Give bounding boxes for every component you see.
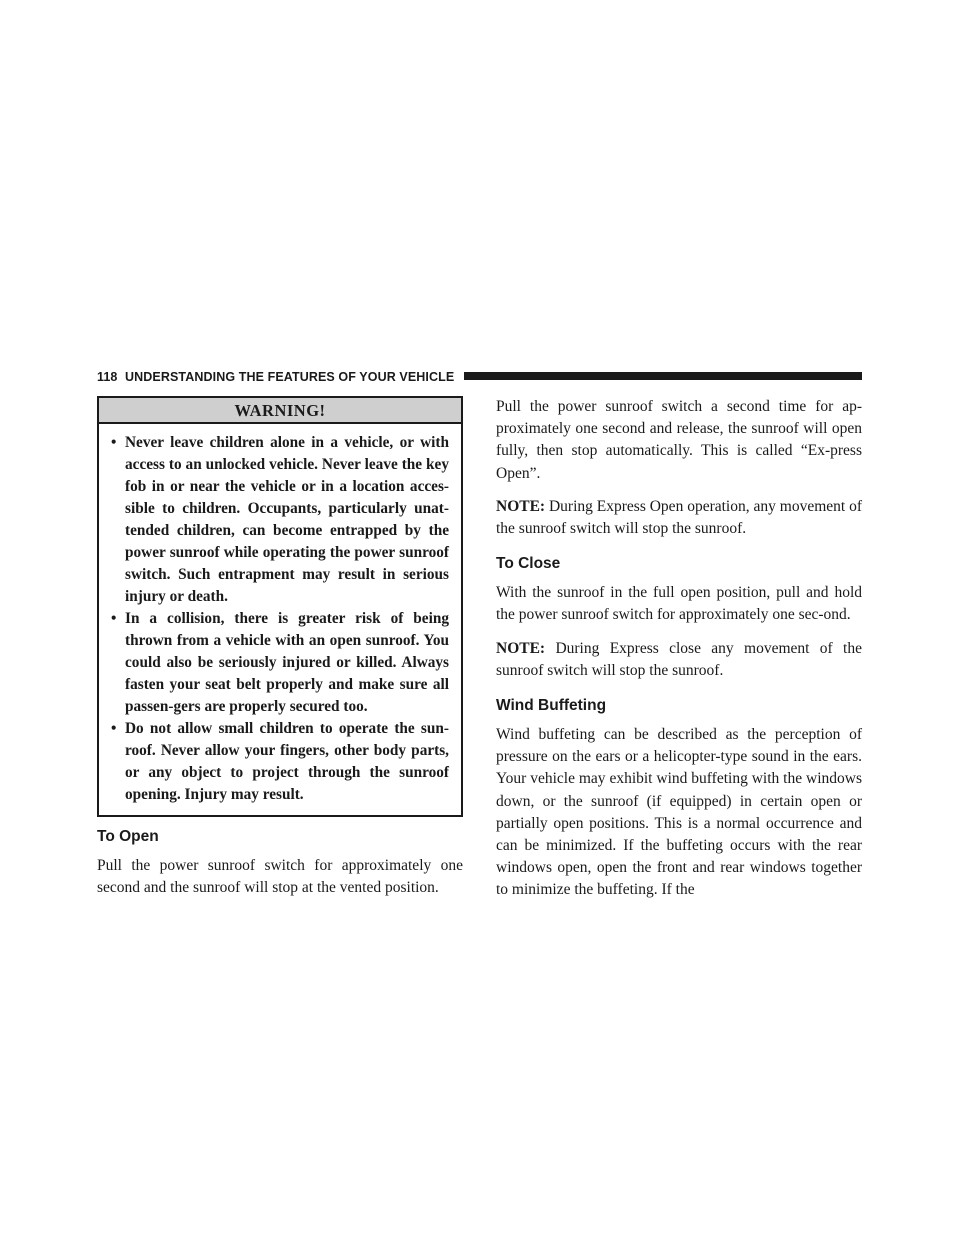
page-header — [97, 369, 862, 385]
warning-item-text: In a collision, there is greater risk of being thrown from a vehicle with an open sunroof. You could also be seriously injured or killed. Always fasten your seat belt properly and make sure all passen-gers are properly secured too. — [125, 610, 449, 715]
header-rule — [464, 372, 862, 380]
bullet: • — [111, 434, 117, 451]
header-text — [97, 369, 454, 385]
to-open-heading: To Open — [97, 828, 159, 845]
to-close-body: With the sunroof in the full open position, pull and hold the power sunroof switch for approximately one sec-ond. — [496, 584, 862, 624]
warning-title: WARNING! — [99, 398, 461, 424]
warning-item-text: Never leave children alone in a vehicle, or with access to an unlocked vehicle. Never leave the key fob in or near the vehicle or in a location acces-sible to children. Occupants, particularly unat-tended children, can become entrapped by the power sunroof while operating the power sunroof switch. Such entrapment may result in serious injury or death. — [125, 434, 449, 605]
warning-item — [111, 718, 449, 806]
express-open-paragraph: Pull the power sunroof switch a second time for ap-proximately one second and release, the sunroof will open fully, then stop automatically. This is called “Ex-press Open”. — [496, 398, 862, 482]
warning-list — [99, 424, 461, 815]
bullet: • — [111, 610, 117, 627]
warning-item — [111, 432, 449, 608]
page-number: 118 — [97, 370, 118, 384]
note-label: NOTE: — [496, 639, 546, 657]
right-column — [496, 396, 862, 913]
note-express-open — [496, 496, 862, 540]
bullet: • — [111, 720, 117, 737]
section-title: UNDERSTANDING THE FEATURES OF YOUR VEHICLE — [125, 370, 455, 384]
to-close-heading: To Close — [496, 555, 561, 573]
note-text: During Express Open operation, any movement of the sunroof switch will stop the sunroof. — [496, 497, 862, 538]
warning-item — [111, 608, 449, 718]
to-open-body: Pull the power sunroof switch for approximately one second and the sunroof will stop at the vented position. — [97, 857, 463, 897]
note-text: During Express close any movement of the sunroof switch will stop the sunroof. — [496, 639, 862, 679]
left-column — [97, 396, 463, 909]
wind-buffeting-heading: Wind Buffeting — [496, 697, 607, 715]
warning-box — [97, 396, 463, 817]
note-label: NOTE: — [496, 497, 546, 515]
note-express-close — [496, 638, 862, 682]
warning-item-text: Do not allow small children to operate the sun-roof. Never allow your fingers, other body parts, or any object to project through the sunroof opening. Injury may result. — [125, 720, 449, 803]
wind-buffeting-body: Wind buffeting can be described as the perception of pressure on the ears or a helicopter-type sound in the ears. Your vehicle may exhibit wind buffeting with the windows down, or the sunroof (if equipped) in certain open or partially open positions. This is a normal occurrence and can be minimized. If the buffeting occurs with the rear windows open, open the front and rear windows together to minimize the buffeting. If the — [496, 726, 862, 899]
